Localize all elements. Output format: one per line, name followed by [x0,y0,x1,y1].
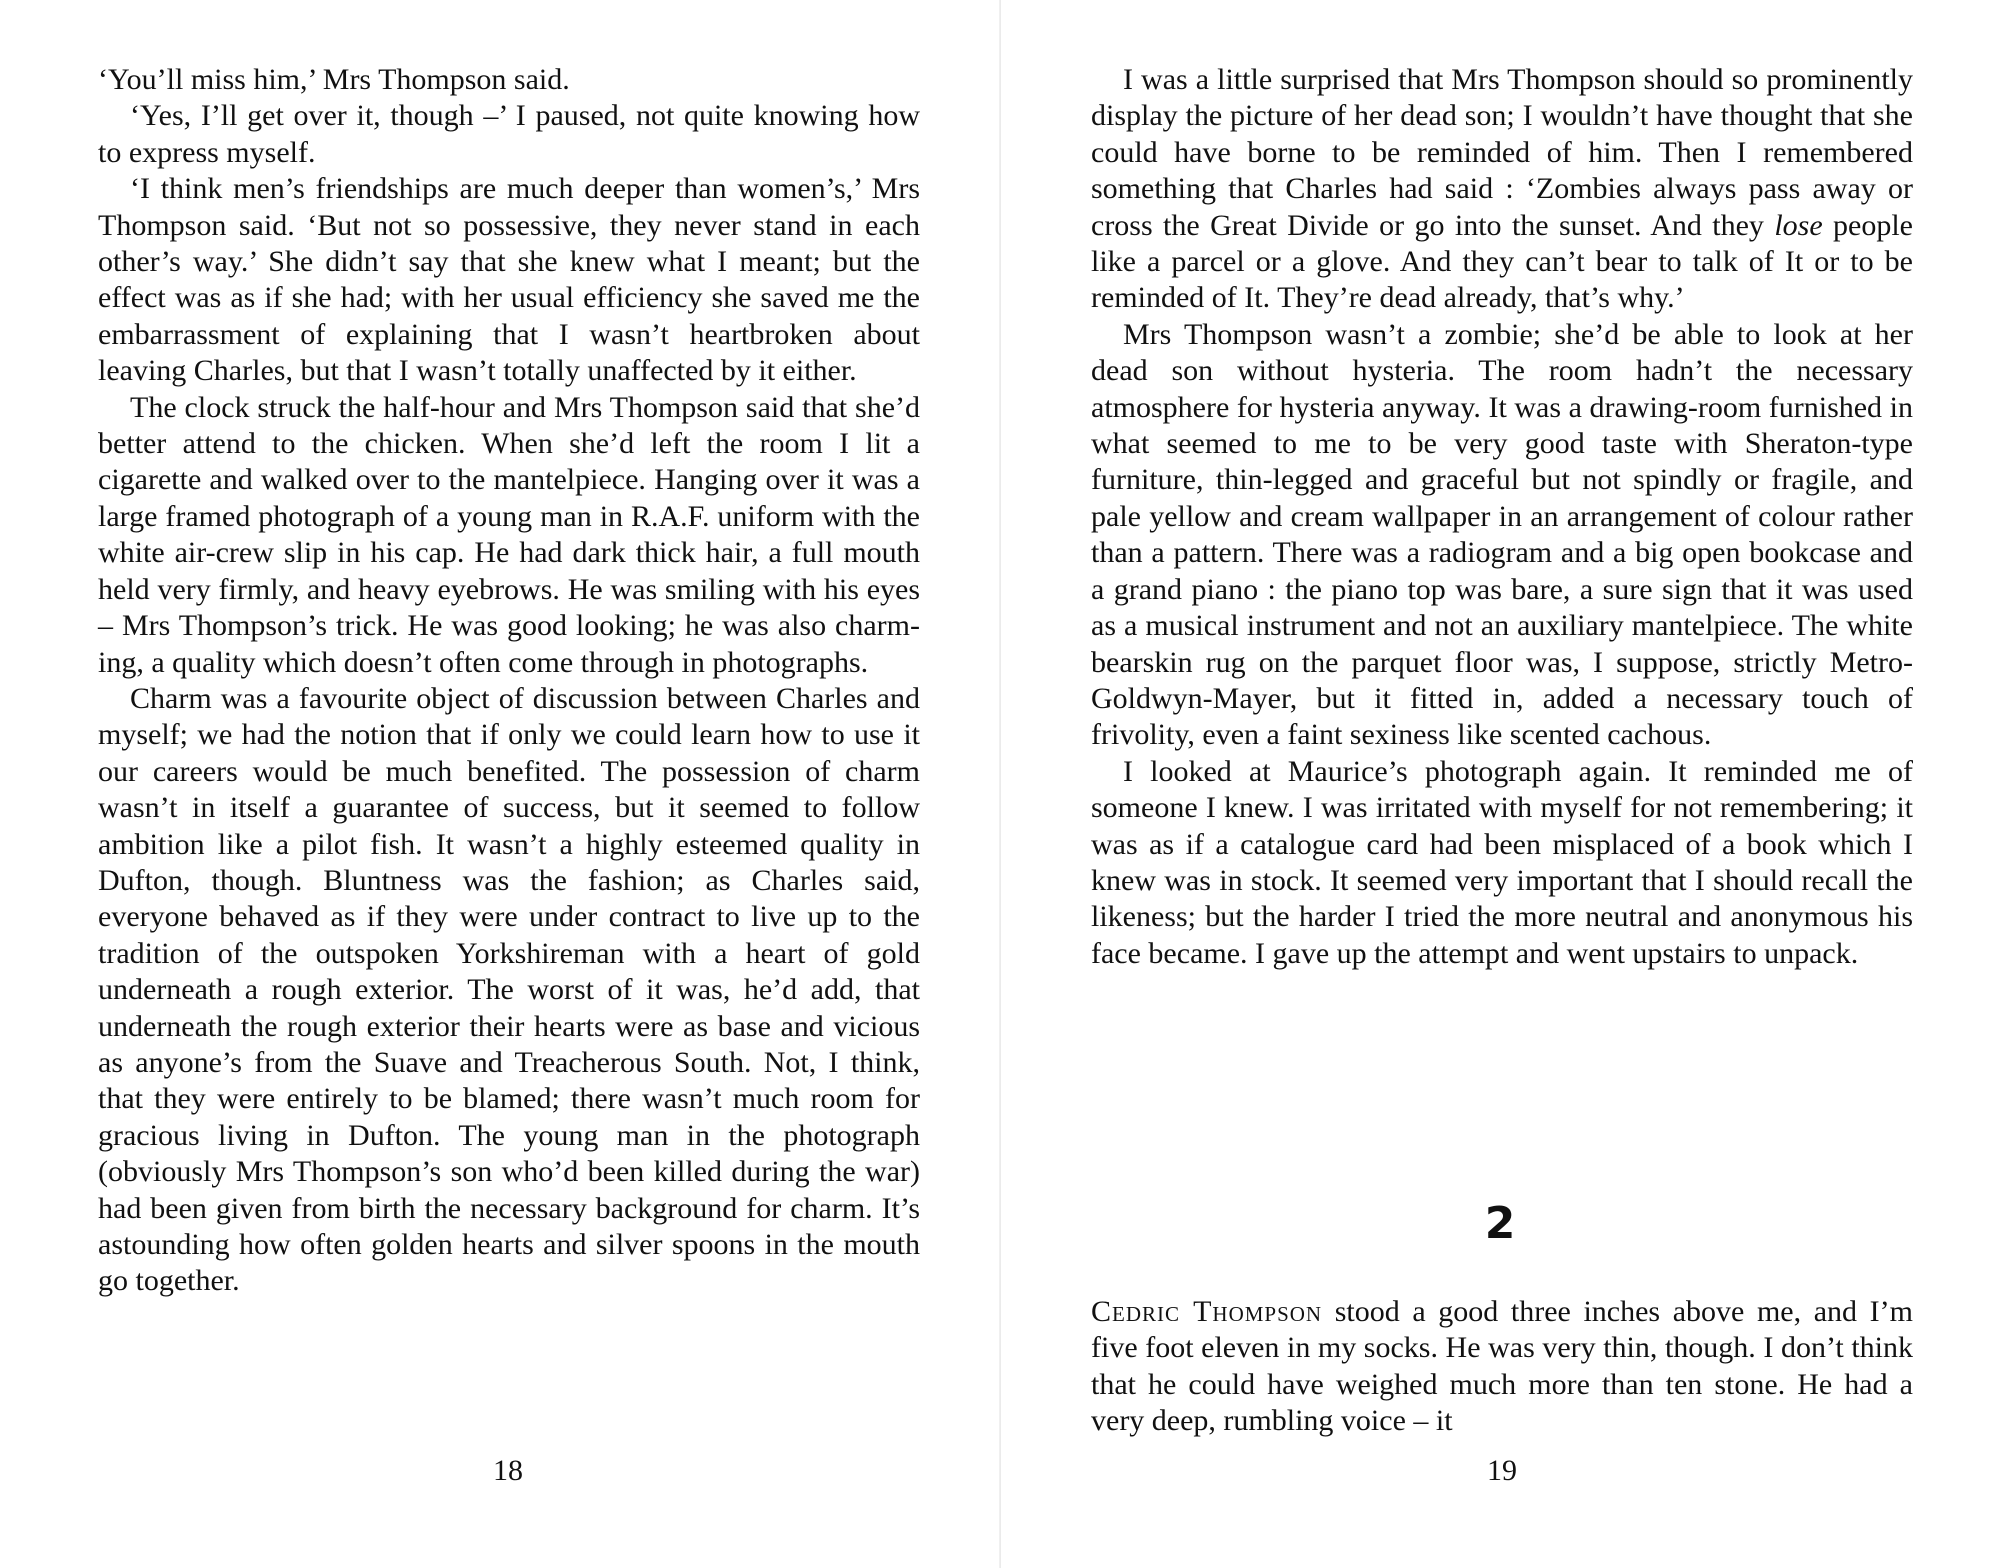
right-page [1000,0,2000,1568]
paragraph: ‘You’ll miss him,’ Mrs Thompson said. [98,63,570,96]
paragraph-text: stood a good three inches above me, and I’m five foot eleven in my socks. He was very thin, though. I don’t think that he could have weighed much more than ten stone. He had a very deep, rumbling voice – it [1091,1295,1913,1438]
paragraph-text: people like a parcel or a glove. And they can’t bear to talk of It or to be reminded of It. They’re dead already, that’s why.’ [1091,208,1913,315]
page-number: 18 [493,1454,523,1487]
paragraph: ‘I think men’s friendships are much deeper than women’s,’ Mrs Thompson said. ‘But not so possessive, they never stand in each other’s way.’ She didn’t say that she knew what I meant; but the effect was as if she had; with her usual efficiency she saved me the embarrassment of explaining that I wasn’t heartbroken about leaving Charles, but that I wasn’t totally unaffected by it either. [98,172,920,388]
paragraph: Mrs Thompson wasn’t a zombie; she’d be able to look at her dead son without hysteria. The room hadn’t the necessary atmosphere for hysteria anyway. It was a drawing-room furnished in what seemed to me to be very good taste with Sheraton-type furniture, thin-legged and graceful but not spindly or fragile, and pale yellow and cream wallpaper in an arrangement of colour rather than a pattern. There was a radiogram and a big open bookcase and a grand piano : the piano top was bare, a sure sign that it was used as a musical instrument and not an auxiliary mantelpiece. The white bearskin rug on the parquet floor was, I suppose, strictly Metro-Goldwyn-Mayer, but it fitted in, added a necessary touch of frivolity, even a faint sexiness like scented cachous. [1091,317,1913,752]
paragraph-text: I was a little surprised that Mrs Thompson should so prominently display the picture of her dead son; I wouldn’t have thought that she could have borne to be reminded of him. Then I remembered something that Charles had said : ‘Zombies always pass away or cross the Great Divide or go into the sunset. And they [1091,63,1913,242]
paragraph: I looked at Maurice’s photograph again. It reminded me of someone I knew. I was irritated with myself for not remembering; it was as if a catalogue card had been misplaced of a book which I knew was in stock. It seemed very important that I should recall the likeness; but the harder I tried the more neutral and anonymous his face became. I gave up the attempt and went upstairs to unpack. [1091,754,1913,970]
paragraph: ‘Yes, I’ll get over it, though –’ I paused, not quite knowing how to express myself. [98,99,920,169]
chapter-lead-name: Cedric Thompson [1091,1295,1323,1328]
chapter-opening [1091,1294,1913,1440]
right-page-text [1091,62,1913,972]
emphasis-text: lose [1774,208,1823,242]
paragraph [1091,1294,1913,1440]
chapter-number: 2 [1484,1198,1516,1249]
page-number: 19 [1487,1454,1517,1487]
paragraph: Charm was a favourite object of discussion between Charles and myself; we had the notion that if only we could learn how to use it our careers would be much benefited. The possession of charm wasn’t in itself a guarantee of success, but it seemed to follow ambition like a pilot fish. It wasn’t a highly esteemed quality in Dufton, though. Bluntness was the fashion; as Charles said, everyone behaved as if they were under contract to live up to the tradition of the outspoken Yorkshireman with a heart of gold underneath a rough exterior. The worst of it was, he’d add, that underneath the rough exterior their hearts were as base and vicious as anyone’s from the Suave and Treacherous South. Not, I think, that they were entirely to be blamed; there wasn’t much room for gracious living in Dufton. The young man in the photograph (obviously Mrs Thompson’s son who’d been killed during the war) had been given from birth the necessary background for charm. It’s astounding how often golden hearts and silver spoons in the mouth go together. [98,681,920,1298]
paragraph: The clock struck the half-hour and Mrs Thompson said that she’d better attend to the chicken. When she’d left the room I lit a cigarette and walked over to the mantelpiece. Hanging over it was a large framed photograph of a young man in R.A.F. uniform with the white air-crew slip in his cap. He had dark thick hair, a full mouth held very firmly, and heavy eyebrows. He was smiling with his eyes – Mrs Thompson’s trick. He was good looking; he was also charming, a quality which doesn’t often come through in photographs. [98,390,920,679]
paragraph [1091,62,1913,317]
left-page-text [98,62,920,1300]
